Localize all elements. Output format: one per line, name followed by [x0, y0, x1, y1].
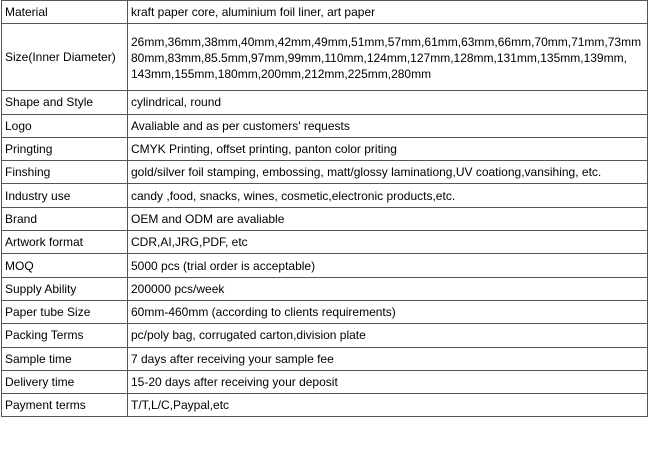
row-value: OEM and ODM are avaliable	[128, 207, 648, 230]
row-label: Pringting	[2, 137, 128, 160]
row-label: Logo	[2, 114, 128, 137]
row-value: 5000 pcs (trial order is acceptable)	[128, 254, 648, 277]
row-value: kraft paper core, aluminium foil liner, art paper	[128, 1, 648, 24]
table-row	[2, 24, 648, 91]
row-label: Supply Ability	[2, 277, 128, 300]
row-label: Paper tube Size	[2, 300, 128, 323]
table-row	[2, 207, 648, 230]
table-row	[2, 114, 648, 137]
row-label: Material	[2, 1, 128, 24]
row-value: candy ,food, snacks, wines, cosmetic,electronic products,etc.	[128, 184, 648, 207]
row-label: Packing Terms	[2, 324, 128, 347]
table-row	[2, 161, 648, 184]
row-value: gold/silver foil stamping, embossing, matt/glossy laminationg,UV coationg,vansihing, etc.	[128, 161, 648, 184]
table-row	[2, 300, 648, 323]
row-value: pc/poly bag, corrugated carton,division plate	[128, 324, 648, 347]
table-row	[2, 91, 648, 114]
row-label: Delivery time	[2, 370, 128, 393]
row-label: Shape and Style	[2, 91, 128, 114]
row-label: Artwork format	[2, 231, 128, 254]
row-label: Finshing	[2, 161, 128, 184]
row-label: Sample time	[2, 347, 128, 370]
row-value: Avaliable and as per customers' requests	[128, 114, 648, 137]
table-row	[2, 254, 648, 277]
table-row	[2, 370, 648, 393]
table-row	[2, 231, 648, 254]
table-row	[2, 277, 648, 300]
table-row	[2, 184, 648, 207]
table-row	[2, 137, 648, 160]
row-value: 60mm-460mm (according to clients requirements)	[128, 300, 648, 323]
row-value: 15-20 days after receiving your deposit	[128, 370, 648, 393]
row-label: Size(Inner Diameter)	[2, 24, 128, 91]
row-value: CMYK Printing, offset printing, panton color priting	[128, 137, 648, 160]
table-row	[2, 1, 648, 24]
row-label: Industry use	[2, 184, 128, 207]
table-row	[2, 394, 648, 417]
row-label: MOQ	[2, 254, 128, 277]
row-value: CDR,AI,JRG,PDF, etc	[128, 231, 648, 254]
row-value: 7 days after receiving your sample fee	[128, 347, 648, 370]
product-spec-table	[1, 0, 648, 417]
row-value: cylindrical, round	[128, 91, 648, 114]
row-label: Payment terms	[2, 394, 128, 417]
row-value: 26mm,36mm,38mm,40mm,42mm,49mm,51mm,57mm,61mm,63mm,66mm,70mm,71mm,73mm 80mm,83mm,85.5mm,97mm,99mm,110mm,124mm,127mm,128mm,131mm,135mm,139mm, 143mm,155mm,180mm,200mm,212mm,225mm,280mm	[128, 24, 648, 91]
row-label: Brand	[2, 207, 128, 230]
table-row	[2, 347, 648, 370]
table-row	[2, 324, 648, 347]
row-value: T/T,L/C,Paypal,etc	[128, 394, 648, 417]
row-value: 200000 pcs/week	[128, 277, 648, 300]
